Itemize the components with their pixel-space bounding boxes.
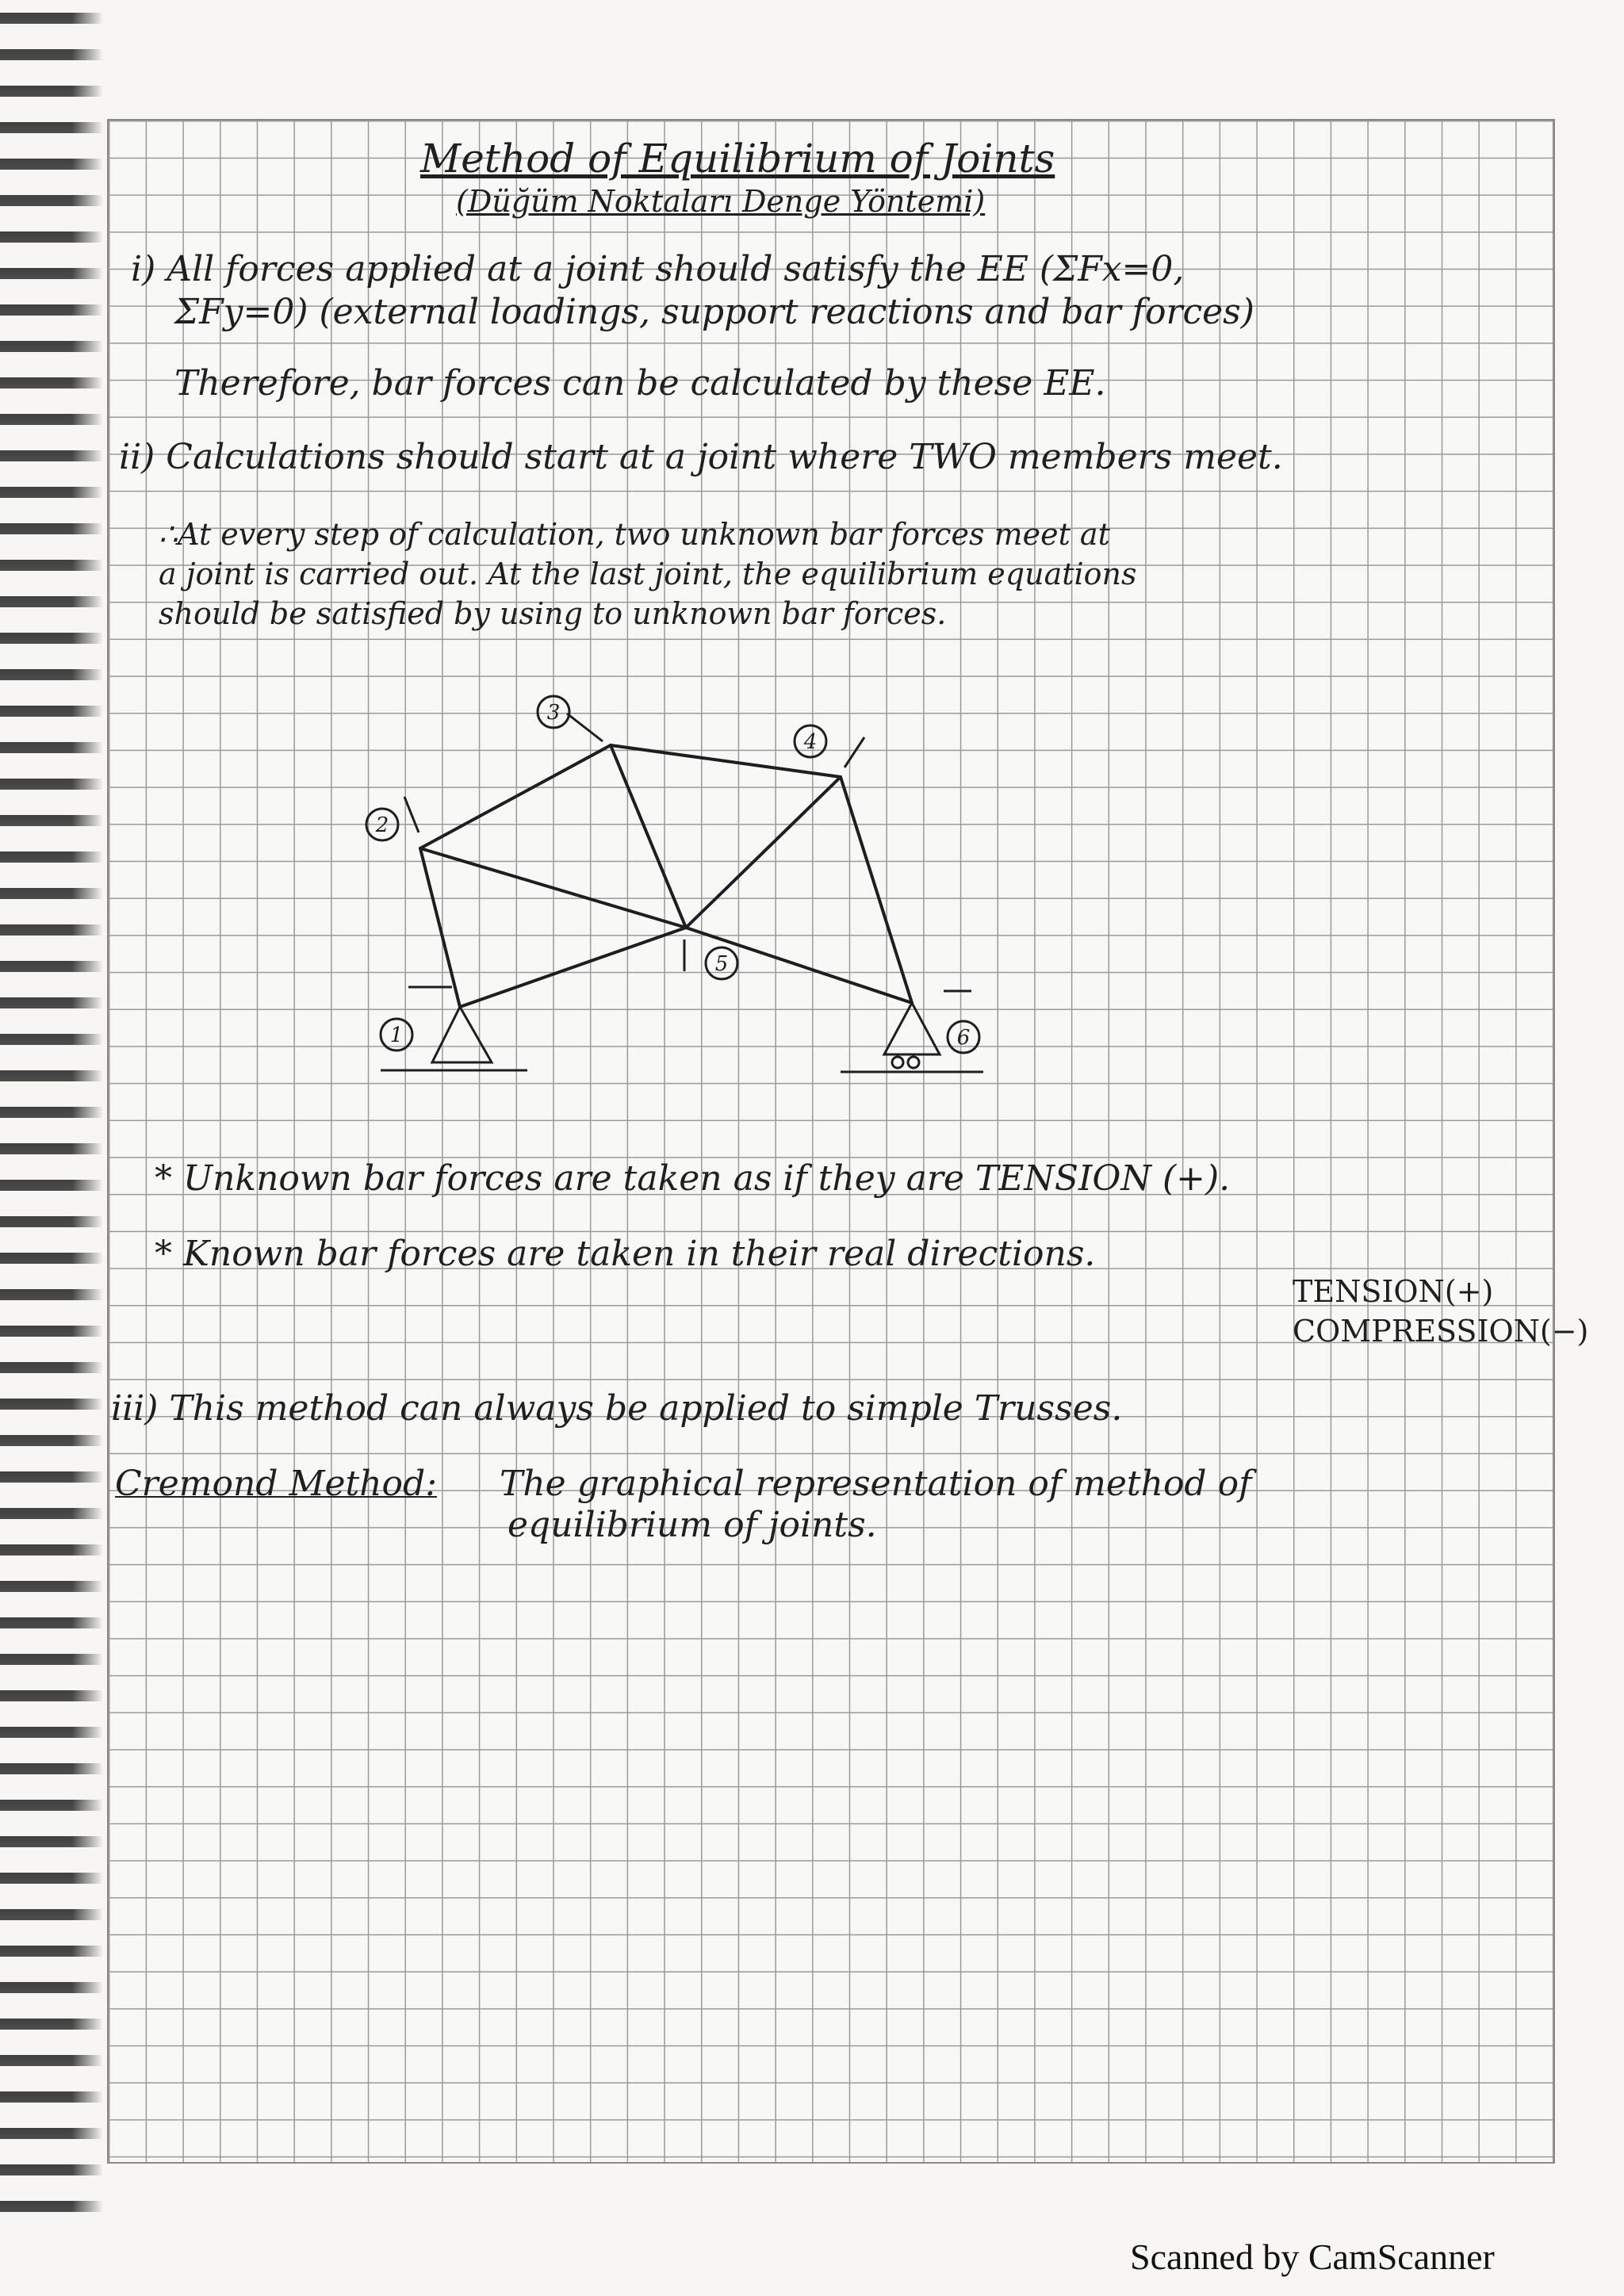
grid-paper: [107, 119, 1555, 2164]
rule-i-line1: i) All forces applied at a joint should satisfy the EE (ΣFx=0,: [131, 249, 1185, 289]
rule-ii-line2: ∴At every step of calculation, two unknown bar forces meet at: [159, 517, 1110, 552]
cremond-method-label: Cremond Method:: [115, 1464, 438, 1504]
joint-label-3: 3: [546, 701, 561, 725]
cremond-text-line1: The graphical representation of method of: [500, 1464, 1252, 1504]
spiral-binding: [0, 0, 103, 2220]
rule-i-line3: Therefore, bar forces can be calculated by these EE.: [174, 363, 1106, 404]
rule-iii: iii) This method can always be applied to simple Trusses.: [111, 1388, 1123, 1429]
load-arrow-4: [845, 737, 864, 767]
joint-label-6: 6: [956, 1026, 971, 1050]
note-known-forces: * Known bar forces are taken in their real directions.: [155, 1234, 1096, 1274]
pin-support: [432, 1007, 492, 1062]
rule-ii-line1: ii) Calculations should start at a joint where TWO members meet.: [119, 437, 1283, 477]
rule-ii-line4: should be satisfied by using to unknown bar forces.: [159, 596, 947, 631]
rule-ii-line3: a joint is carried out. At the last joint, the equilibrium equations: [159, 557, 1137, 591]
scanner-watermark: Scanned by CamScanner: [1130, 2237, 1495, 2277]
member-4-5: [686, 777, 841, 928]
cremond-text-line2: equilibrium of joints.: [508, 1505, 877, 1545]
truss-diagram: [333, 666, 1047, 1110]
rule-i-line2: ΣFy=0) (external loadings, support reactions and bar forces): [174, 292, 1254, 332]
member-2-3: [420, 745, 611, 848]
load-arrow-2: [404, 797, 419, 832]
joint-label-1: 1: [389, 1024, 404, 1047]
roller-wheel: [892, 1057, 903, 1068]
load-arrow-3: [567, 714, 603, 741]
roller-support: [884, 1003, 940, 1054]
roller-wheel: [908, 1057, 919, 1068]
member-2-1: [420, 848, 460, 1007]
member-2-5: [420, 848, 686, 928]
page-subtitle: (Düğüm Noktaları Denge Yöntemi): [456, 184, 986, 219]
page-title: Method of Equilibrium of Joints: [420, 136, 1055, 182]
joint-label-4: 4: [803, 730, 818, 754]
tension-label: TENSION(+): [1293, 1274, 1494, 1309]
joint-label-2: 2: [375, 813, 389, 837]
note-unknown-forces: * Unknown bar forces are taken as if they are TENSION (+).: [155, 1158, 1231, 1199]
member-1-5: [460, 928, 686, 1007]
compression-label: COMPRESSION(−): [1293, 1314, 1589, 1349]
member-4-6: [841, 777, 912, 1003]
member-3-5: [611, 745, 686, 928]
joint-label-5: 5: [714, 952, 729, 976]
